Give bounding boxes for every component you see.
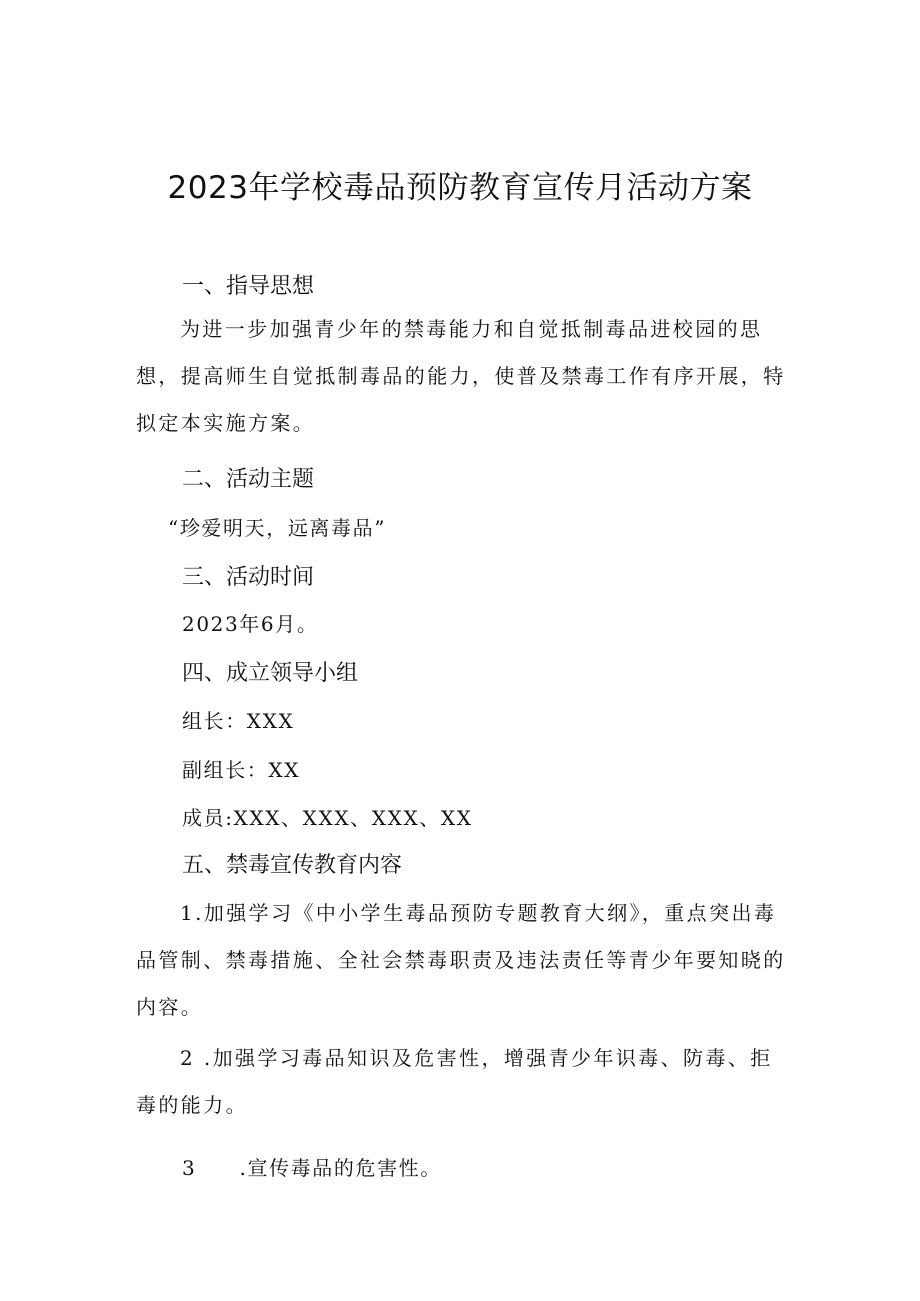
paragraph-content-item-3: 3 .宣传毒品的危害性。 <box>182 1156 442 1180</box>
document-title: 2023年学校毒品预防教育宣传月活动方案 <box>167 170 753 206</box>
paragraph-content-item-2: 2 .加强学习毒品知识及危害性，增强青少年识毒、防毒、拒毒的能力。 <box>136 1046 773 1117</box>
paragraph-theme: “珍爱明天，远离毒品” <box>168 516 387 540</box>
section-heading-time: 三、活动时间 <box>182 565 315 590</box>
paragraph-content-item-1: 1.加强学习《中小学生毒品预防专题教育大纲》，重点突出毒品管制、禁毒措施、全社会禁毒职责及违法责任等青少年要知晓的内容。 <box>136 901 786 1019</box>
paragraph-time: 2023年6月。 <box>182 612 319 636</box>
section-heading-theme: 二、活动主题 <box>182 467 315 492</box>
paragraph-members: 成员:XXX、XXX、XXX、XX <box>182 806 473 830</box>
section-heading-guiding-thought: 一、指导思想 <box>182 274 315 299</box>
paragraph-deputy-leader: 副组长：XX <box>182 758 301 782</box>
paragraph-guiding-thought: 为进一步加强青少年的禁毒能力和自觉抵制毒品进校园的思想，提高师生自觉抵制毒品的能力，使普及禁毒工作有序开展，特拟定本实施方案。 <box>136 317 786 435</box>
section-heading-leadership-group: 四、成立领导小组 <box>182 661 359 686</box>
paragraph-group-leader: 组长：XXX <box>182 709 295 733</box>
section-heading-education-content: 五、禁毒宣传教育内容 <box>182 853 403 878</box>
